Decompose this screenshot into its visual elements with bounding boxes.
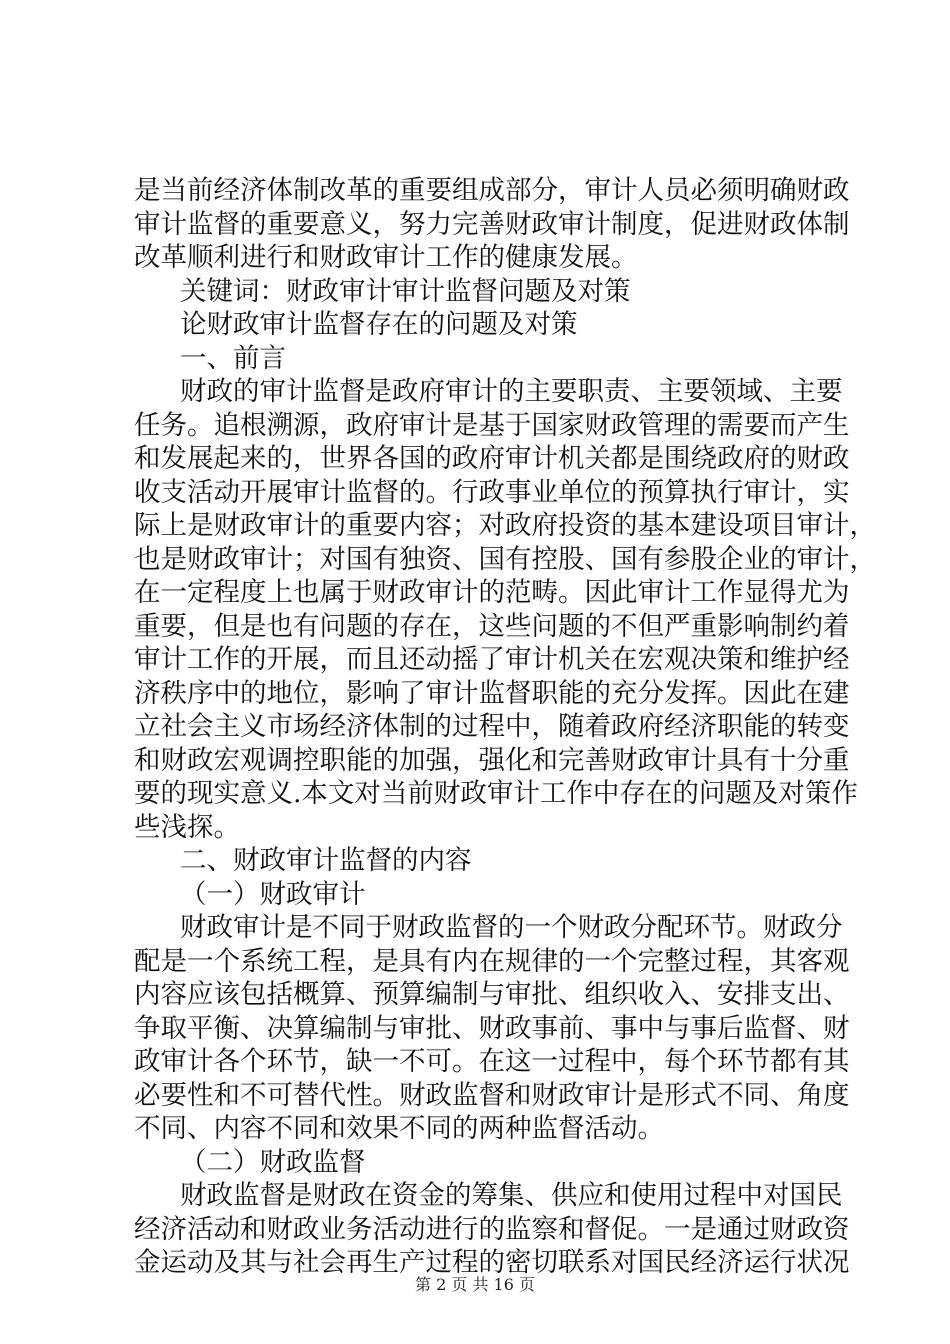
page-number-footer: 第 2 页 共 16 页 bbox=[415, 1275, 535, 1294]
text-line: 财政的审计监督是政府审计的主要职责、主要领域、主要 bbox=[180, 376, 843, 407]
text-line: 二、财政审计监督的内容 bbox=[180, 845, 472, 876]
text-line: 内容应该包括概算、预算编制与审批、组织收入、安排支出、 bbox=[134, 979, 850, 1010]
text-line: （一）财政审计 bbox=[180, 878, 366, 910]
text-line: 配是一个系统工程，是具有内在规律的一个完整过程，其客观 bbox=[134, 945, 850, 977]
text-line: 和发展起来的，世界各国的政府审计机关都是围绕政府的财政 bbox=[134, 443, 850, 474]
text-line: 争取平衡、决算编制与审批、财政事前、事中与事后监督、财 bbox=[134, 1012, 850, 1044]
text-line: 立社会主义市场经济体制的过程中，随着政府经济职能的转变 bbox=[134, 711, 850, 742]
text-line: 财政审计是不同于财政监督的一个财政分配环节。财政分 bbox=[180, 912, 843, 943]
text-line: 审计工作的开展，而且还动摇了审计机关在宏观决策和维护经 bbox=[134, 644, 850, 675]
text-line: 在一定程度上也属于财政审计的范畴。因此审计工作显得尤为 bbox=[134, 577, 850, 608]
text-line: 财政监督是财政在资金的筹集、供应和使用过程中对国民 bbox=[180, 1180, 843, 1211]
text-line: 任务。追根溯源，政府审计是基于国家财政管理的需要而产生 bbox=[134, 409, 850, 441]
text-line: 济秩序中的地位，影响了审计监督职能的充分发挥。因此在建 bbox=[134, 677, 850, 709]
text-line: 必要性和不可替代性。财政监督和财政审计是形式不同、角度 bbox=[134, 1079, 850, 1111]
text-line: （二）财政监督 bbox=[180, 1146, 366, 1178]
text-line: 些浅探。 bbox=[134, 811, 240, 843]
text-line: 一、前言 bbox=[180, 342, 286, 374]
text-line: 不同、内容不同和效果不同的两种监督活动。 bbox=[134, 1113, 664, 1144]
text-line: 经济活动和财政业务活动进行的监察和督促。一是通过财政资 bbox=[134, 1213, 850, 1245]
text-line: 政审计各个环节，缺一不可。在这一过程中，每个环节都有其 bbox=[134, 1046, 850, 1077]
text-line: 改革顺利进行和财政审计工作的健康发展。 bbox=[134, 242, 638, 273]
text-line: 审计监督的重要意义，努力完善财政审计制度，促进财政体制 bbox=[134, 208, 850, 240]
text-line: 和财政宏观调控职能的加强，强化和完善财政审计具有十分重 bbox=[134, 744, 850, 776]
text-line: 重要，但是也有问题的存在，这些问题的不但严重影响制约着 bbox=[134, 610, 850, 642]
text-line: 是当前经济体制改革的重要组成部分，审计人员必须明确财政 bbox=[134, 175, 850, 206]
text-line: 际上是财政审计的重要内容；对政府投资的基本建设项目审计， bbox=[134, 510, 876, 541]
text-line: 收支活动开展审计监督的。行政事业单位的预算执行审计，实 bbox=[134, 476, 850, 508]
text-line: 也是财政审计；对国有独资、国有控股、国有参股企业的审计， bbox=[134, 543, 876, 575]
text-line: 金运动及其与社会再生产过程的密切联系对国民经济运行状况 bbox=[134, 1247, 850, 1278]
text-line: 论财政审计监督存在的问题及对策 bbox=[180, 309, 578, 340]
document-body bbox=[134, 174, 876, 1280]
text-line: 关键词：财政审计审计监督问题及对策 bbox=[180, 275, 631, 307]
text-line: 要的现实意义.本文对当前财政审计工作中存在的问题及对策作 bbox=[134, 778, 858, 809]
